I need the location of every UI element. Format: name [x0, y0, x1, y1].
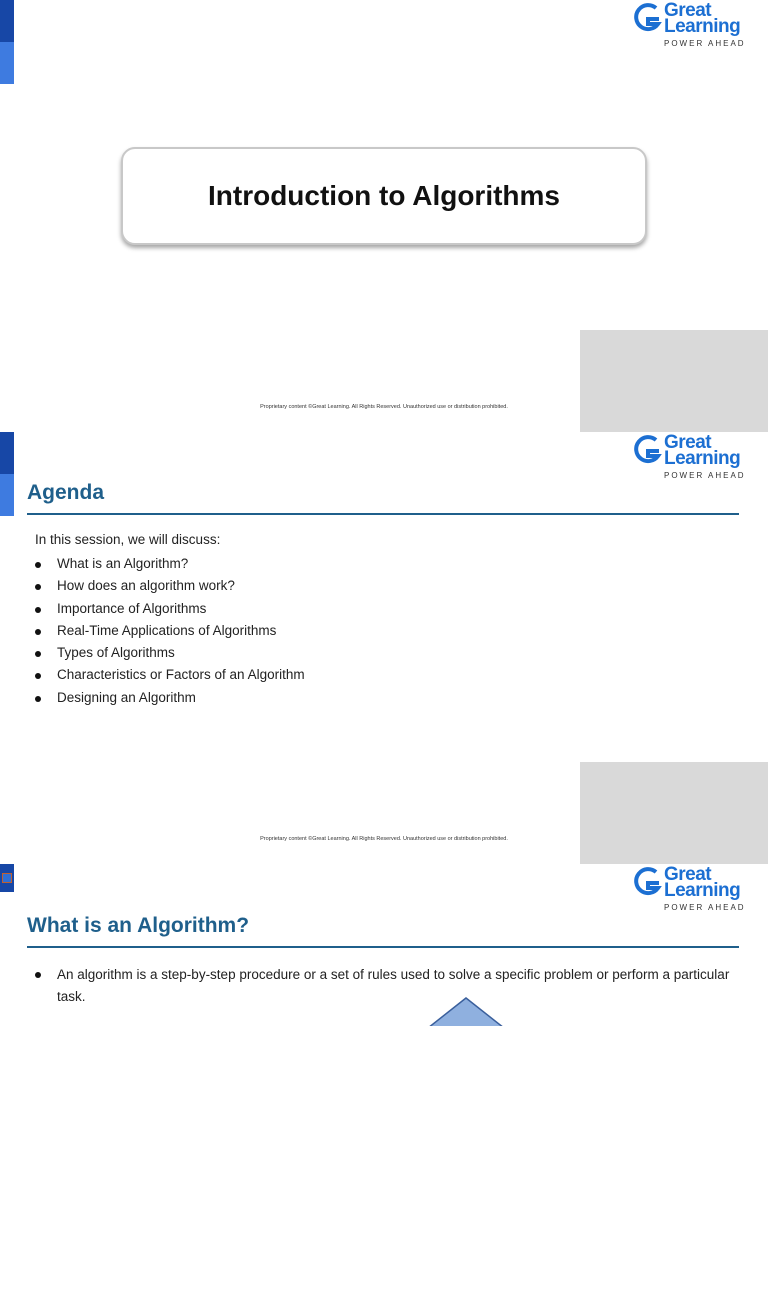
- list-item: [35, 642, 305, 664]
- list-item-text: How does an algorithm work?: [57, 578, 235, 594]
- logo-tagline: POWER AHEAD: [664, 39, 746, 48]
- accent-bar: [0, 0, 14, 42]
- accent-bar: [0, 432, 14, 474]
- g-logo-icon: [634, 434, 662, 468]
- bullet-icon: [35, 673, 41, 679]
- section-heading: Agenda: [27, 481, 105, 504]
- copyright-footer: Proprietary content ©Great Learning. All Rights Reserved. Unauthorized use or distribution prohibited.: [260, 836, 508, 842]
- bullet-icon: [35, 972, 41, 978]
- definition-text: An algorithm is a step-by-step procedure or a set of rules used to solve a specific problem or perform a particular task.: [57, 967, 730, 1004]
- title-box: [121, 147, 647, 245]
- logo-text-line2: Learning: [664, 16, 741, 37]
- bullet-icon: [35, 562, 41, 568]
- list-item: [35, 575, 305, 597]
- list-item: [35, 687, 305, 709]
- accent-bar-light: [0, 42, 14, 84]
- slide-title-text: Introduction to Algorithms: [207, 180, 561, 211]
- list-item-text: Characteristics or Factors of an Algorithm: [57, 667, 305, 683]
- section-heading: What is an Algorithm?: [27, 914, 250, 937]
- list-item-text: Designing an Algorithm: [57, 689, 196, 705]
- placeholder-block: [580, 762, 768, 864]
- agenda-list: [35, 553, 305, 709]
- great-learning-logo: [634, 434, 754, 482]
- bullet-icon: [35, 584, 41, 590]
- slide-what-is-algorithm: [0, 864, 768, 1296]
- great-learning-logo: [634, 866, 754, 914]
- logo-text-line2: Learning: [664, 880, 741, 901]
- list-item-text: What is an Algorithm?: [57, 556, 189, 571]
- great-learning-logo: [634, 2, 754, 50]
- definition-bullet: [35, 964, 735, 1008]
- list-item: [35, 620, 305, 642]
- list-item-text: Importance of Algorithms: [57, 600, 207, 616]
- list-item: [35, 598, 305, 620]
- list-item: [35, 664, 305, 686]
- logo-tagline: POWER AHEAD: [664, 471, 746, 480]
- list-item: [35, 553, 305, 575]
- logo-text-line2: Learning: [664, 448, 741, 469]
- placeholder-block: [580, 330, 768, 432]
- diamond-shape-icon: [426, 996, 506, 1026]
- logo-text-line1: Great: [664, 0, 712, 21]
- agenda-intro: In this session, we will discuss:: [35, 532, 221, 547]
- logo-text-line1: Great: [664, 864, 712, 885]
- bullet-icon: [35, 696, 41, 702]
- logo-text-line1: Great: [664, 432, 712, 453]
- slide-marker-icon: [2, 873, 12, 883]
- copyright-footer: Proprietary content ©Great Learning. All Rights Reserved. Unauthorized use or distribution prohibited.: [260, 404, 508, 410]
- heading-divider: [27, 513, 739, 515]
- g-logo-icon: [634, 866, 662, 900]
- slide-title: [0, 0, 768, 432]
- accent-bar-light: [0, 474, 14, 516]
- g-logo-icon: [634, 2, 662, 36]
- slide-agenda: [0, 432, 768, 864]
- bullet-icon: [35, 629, 41, 635]
- list-item-text: Real-Time Applications of Algorithms: [57, 622, 277, 638]
- bullet-icon: [35, 651, 41, 657]
- bullet-icon: [35, 607, 41, 613]
- heading-divider: [27, 946, 739, 948]
- list-item-text: Types of Algorithms: [57, 645, 175, 661]
- logo-tagline: POWER AHEAD: [664, 903, 746, 912]
